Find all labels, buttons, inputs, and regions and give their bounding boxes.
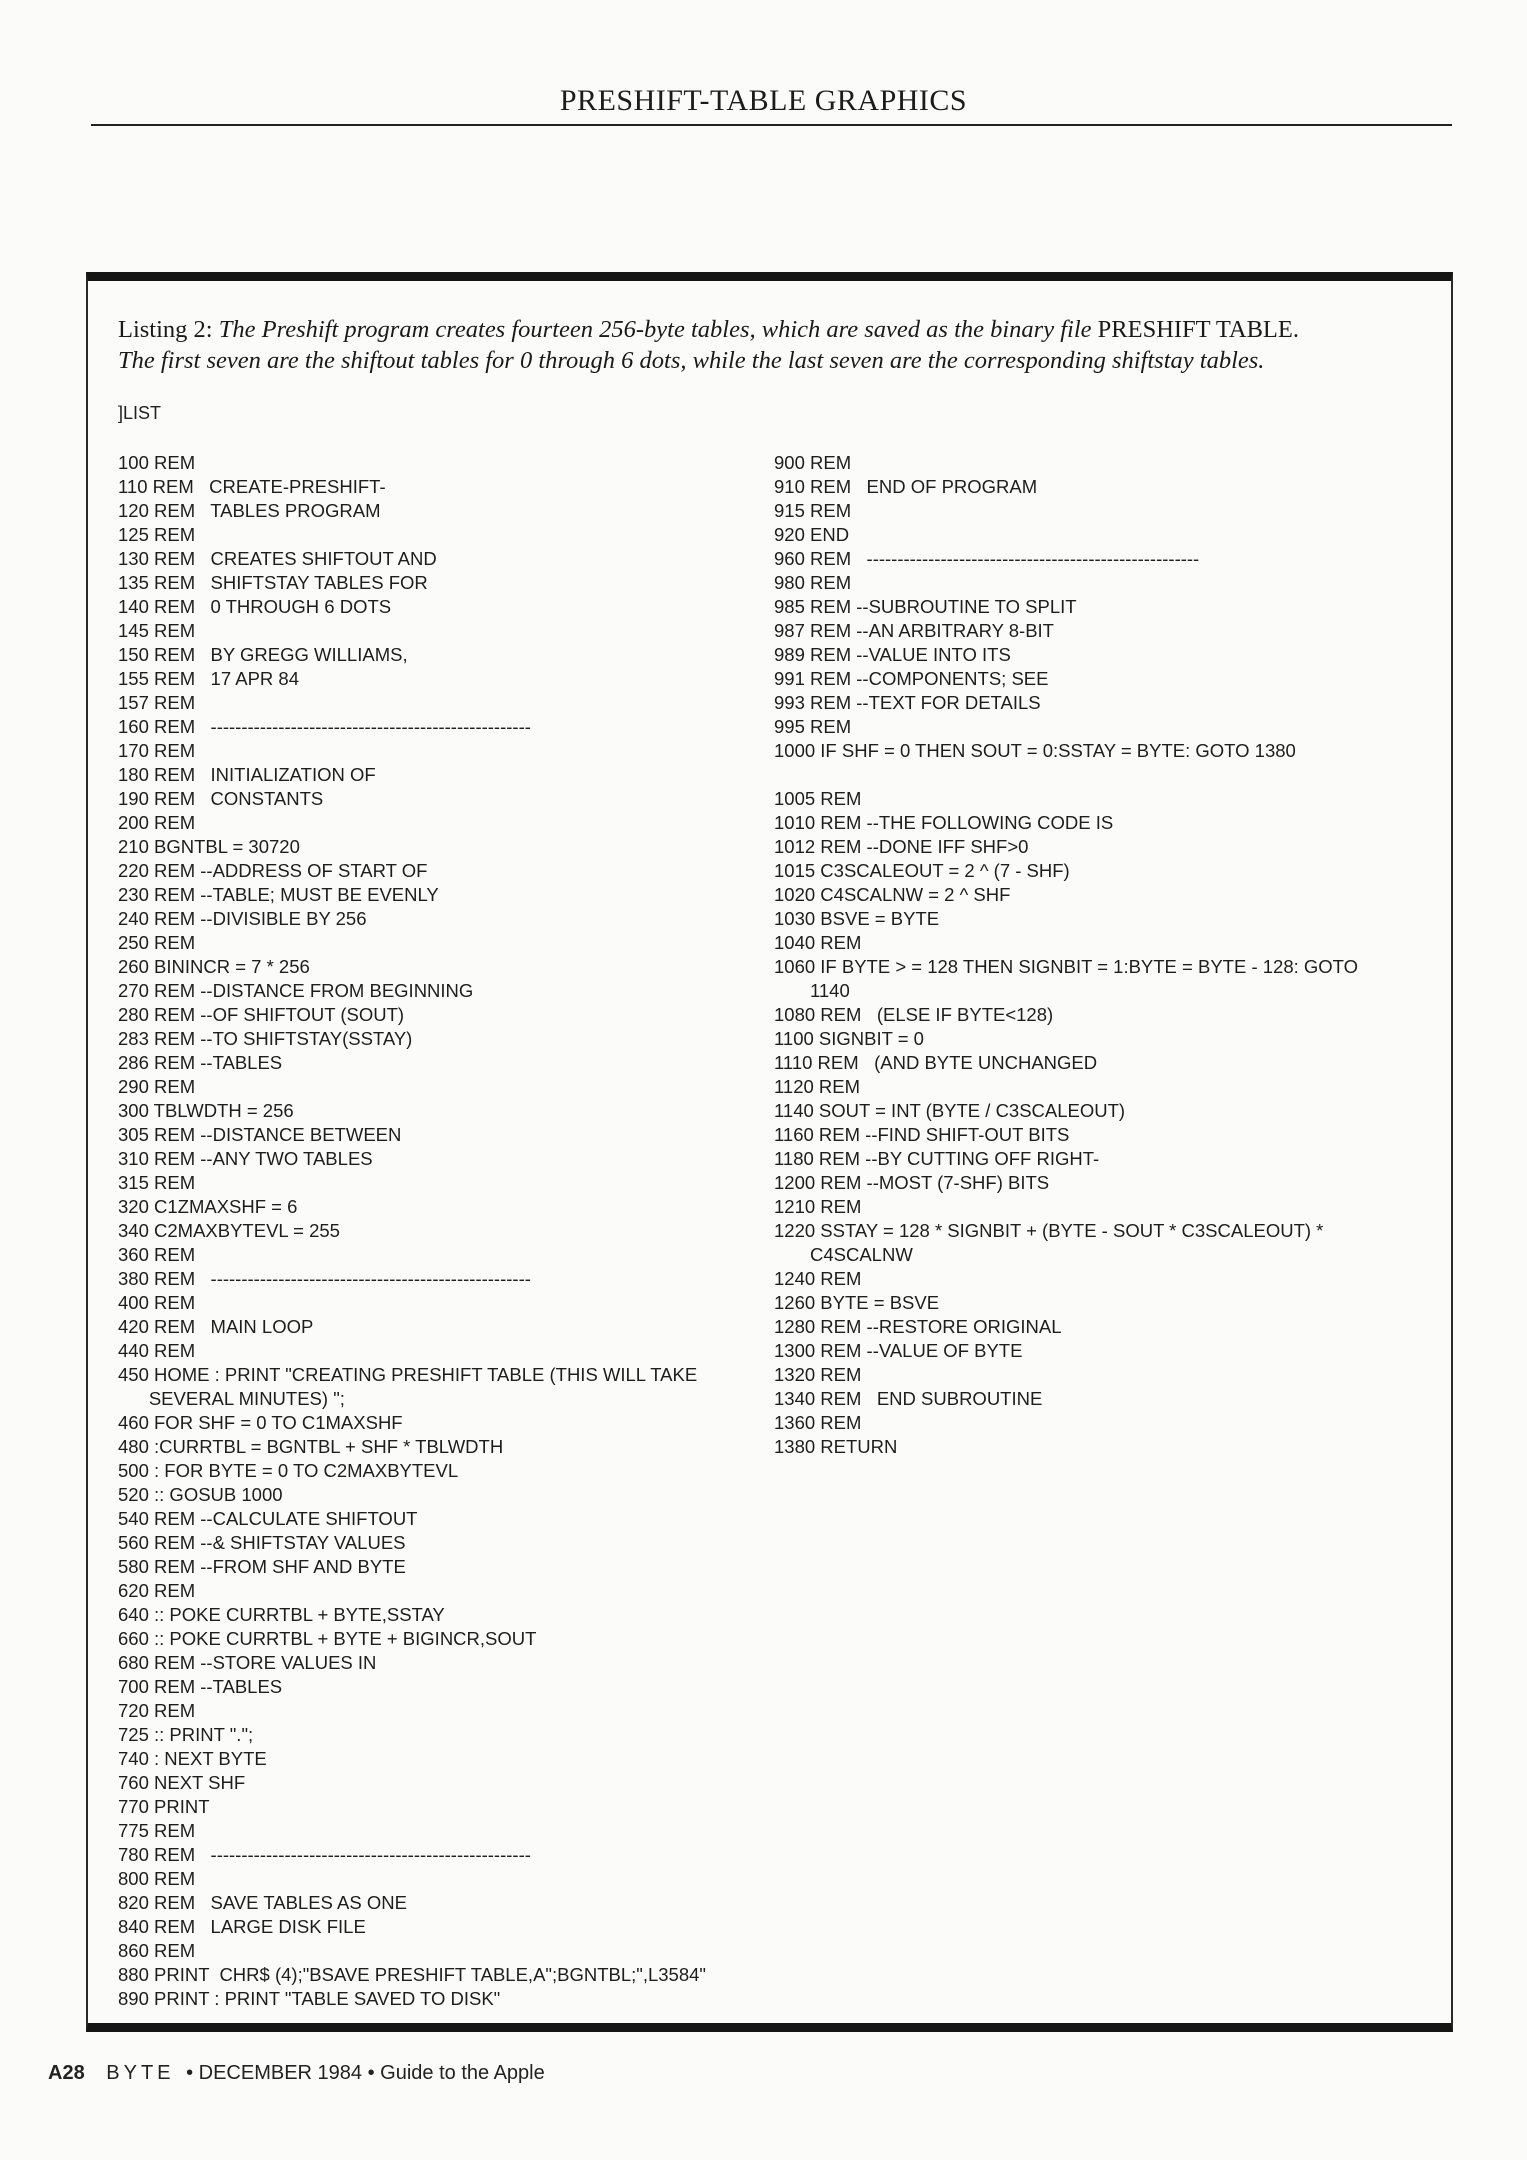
code-line: 1280 REM --RESTORE ORIGINAL [774,1316,1062,1337]
code-line: 520 :: GOSUB 1000 [118,1484,283,1505]
code-line: 620 REM [118,1580,196,1601]
code-line: 991 REM --COMPONENTS; SEE [774,668,1049,689]
code-line: 130 REM CREATES SHIFTOUT AND [118,548,437,569]
code-line: 145 REM [118,620,196,641]
code-line: 283 REM --TO SHIFTSTAY(SSTAY) [118,1028,413,1049]
code-line: 720 REM [118,1700,196,1721]
listing-box [86,272,1453,2032]
code-line: 820 REM SAVE TABLES AS ONE [118,1892,407,1913]
code-line: 380 REM ---------------------------------------------------- [118,1268,531,1289]
code-line: 240 REM --DIVISIBLE BY 256 [118,908,367,929]
code-line: 1140 SOUT = INT (BYTE / C3SCALEOUT) [774,1100,1126,1121]
code-line: 680 REM --STORE VALUES IN [118,1652,377,1673]
code-line: 1160 REM --FIND SHIFT-OUT BITS [774,1124,1070,1145]
page-number: A28 [48,2062,85,2084]
code-line: 1060 IF BYTE > = 128 THEN SIGNBIT = 1:BYTE = BYTE - 128: GOTO [774,956,1359,977]
code-line: 880 PRINT CHR$ (4);"BSAVE PRESHIFT TABLE,A";BGNTBL;",L3584" [118,1964,706,1985]
code-line: 1040 REM [774,932,862,953]
code-line: 1260 BYTE = BSVE [774,1292,940,1313]
code-line: 560 REM --& SHIFTSTAY VALUES [118,1532,406,1553]
code-line: 310 REM --ANY TWO TABLES [118,1148,373,1169]
code-line: 1030 BSVE = BYTE [774,908,940,929]
code-line: 450 HOME : PRINT "CREATING PRESHIFT TABLE (THIS WILL TAKE [118,1364,698,1385]
code-line: 1015 C3SCALEOUT = 2 ^ (7 - SHF) [774,860,1070,881]
caption-filename: PRESHIFT TABLE. [1097,316,1299,343]
code-column-right [774,451,1444,1459]
code-line: 180 REM INITIALIZATION OF [118,764,376,785]
code-line: 135 REM SHIFTSTAY TABLES FOR [118,572,428,593]
code-line: 915 REM [774,500,852,521]
code-line: 780 REM ---------------------------------------------------- [118,1844,531,1865]
code-line: 980 REM [774,572,852,593]
code-line: 270 REM --DISTANCE FROM BEGINNING [118,980,474,1001]
code-line: 640 :: POKE CURRTBL + BYTE,SSTAY [118,1604,445,1625]
list-command: ]LIST [118,403,162,423]
code-line: 460 FOR SHF = 0 TO C1MAXSHF [118,1412,403,1433]
code-line: 155 REM 17 APR 84 [118,668,299,689]
code-line: 1120 REM [774,1076,861,1097]
code-line [774,763,1444,787]
code-line: 1380 RETURN [774,1436,898,1457]
page-footer [48,2062,545,2085]
code-line: 500 : FOR BYTE = 0 TO C2MAXBYTEVL [118,1460,459,1481]
code-line: 1010 REM --THE FOLLOWING CODE IS [774,812,1114,833]
code-line: 740 : NEXT BYTE [118,1748,267,1769]
code-line: 985 REM --SUBROUTINE TO SPLIT [774,596,1077,617]
code-line: 1180 REM --BY CUTTING OFF RIGHT- [774,1148,1100,1169]
code-line: 250 REM [118,932,196,953]
code-line: 440 REM [118,1340,196,1361]
code-line: 315 REM [118,1172,196,1193]
code-line: 120 REM TABLES PROGRAM [118,500,381,521]
code-line: 1020 C4SCALNW = 2 ^ SHF [774,884,1011,905]
code-line: 987 REM --AN ARBITRARY 8-BIT [774,620,1054,641]
code-line: 230 REM --TABLE; MUST BE EVENLY [118,884,439,905]
listing-caption [118,314,1418,376]
caption-body-2: The first seven are the shiftout tables for 0 through 6 dots, while the last seven are the corresponding shiftstay tables. [118,347,1265,374]
code-line: 210 BGNTBL = 30720 [118,836,300,857]
code-line: 1005 REM [774,788,862,809]
code-line: 340 C2MAXBYTEVL = 255 [118,1220,340,1241]
code-line: 170 REM [118,740,196,761]
code-line: 993 REM --TEXT FOR DETAILS [774,692,1041,713]
code-line: 1110 REM (AND BYTE UNCHANGED [774,1052,1098,1073]
code-line: 1360 REM [774,1412,862,1433]
code-line: 760 NEXT SHF [118,1772,246,1793]
code-line: 190 REM CONSTANTS [118,788,324,809]
code-line: 260 BININCR = 7 * 256 [118,956,310,977]
code-line: 280 REM --OF SHIFTOUT (SOUT) [118,1004,405,1025]
code-line: 320 C1ZMAXSHF = 6 [118,1196,298,1217]
code-line: 900 REM [774,452,852,473]
code-line: 125 REM [118,524,196,545]
code-line: 840 REM LARGE DISK FILE [118,1916,366,1937]
code-line: 1200 REM --MOST (7-SHF) BITS [774,1172,1050,1193]
code-line: 1300 REM --VALUE OF BYTE [774,1340,1023,1361]
code-line: C4SCALNW [774,1244,913,1265]
code-line: 200 REM [118,812,196,833]
code-line: 995 REM [774,716,852,737]
code-line: 110 REM CREATE-PRESHIFT- [118,476,386,497]
code-line: 1012 REM --DONE IFF SHF>0 [774,836,1029,857]
code-line: 1340 REM END SUBROUTINE [774,1388,1043,1409]
code-line: 480 :CURRTBL = BGNTBL + SHF * TBLWDTH [118,1436,504,1457]
code-line: 725 :: PRINT "."; [118,1724,254,1745]
code-line: 800 REM [118,1868,196,1889]
code-line: 100 REM [118,452,196,473]
code-line: 300 TBLWDTH = 256 [118,1100,294,1121]
code-line: SEVERAL MINUTES) "; [118,1388,345,1409]
code-column-left [118,451,798,2011]
code-line: 1320 REM [774,1364,862,1385]
code-line: 160 REM ---------------------------------------------------- [118,716,531,737]
code-line: 660 :: POKE CURRTBL + BYTE + BIGINCR,SOUT [118,1628,537,1649]
code-line: 1240 REM [774,1268,862,1289]
code-line: 890 PRINT : PRINT "TABLE SAVED TO DISK" [118,1988,501,2009]
code-line: 1080 REM (ELSE IF BYTE<128) [774,1004,1054,1025]
code-line: 1220 SSTAY = 128 * SIGNBIT + (BYTE - SOUT * C3SCALEOUT) * [774,1220,1324,1241]
code-line: 989 REM --VALUE INTO ITS [774,644,1011,665]
code-line: 910 REM END OF PROGRAM [774,476,1038,497]
magazine-name: BYTE [106,2062,175,2084]
code-line: 960 REM ------------------------------------------------------ [774,548,1200,569]
code-line: 1140 [774,980,850,1001]
caption-body: The Preshift program creates fourteen 256-byte tables, which are saved as the binary file [218,316,1092,343]
code-line: 580 REM --FROM SHF AND BYTE [118,1556,406,1577]
code-line: 1000 IF SHF = 0 THEN SOUT = 0:SSTAY = BYTE: GOTO 1380 [774,740,1296,761]
code-line: 157 REM [118,692,196,713]
code-line: 150 REM BY GREGG WILLIAMS, [118,644,408,665]
code-line: 920 END [774,524,850,545]
code-line: 775 REM [118,1820,196,1841]
code-line: 700 REM --TABLES [118,1676,283,1697]
code-line: 770 PRINT [118,1796,210,1817]
code-line: 290 REM [118,1076,196,1097]
code-line: 400 REM [118,1292,196,1313]
code-line: 860 REM [118,1940,196,1961]
code-line: 1100 SIGNBIT = 0 [774,1028,924,1049]
code-line: 140 REM 0 THROUGH 6 DOTS [118,596,392,617]
code-line: 360 REM [118,1244,196,1265]
code-line: 286 REM --TABLES [118,1052,283,1073]
code-line: 420 REM MAIN LOOP [118,1316,314,1337]
issue-info: • DECEMBER 1984 • Guide to the Apple [186,2062,545,2084]
code-line: 1210 REM [774,1196,862,1217]
caption-lead: Listing 2: [118,316,213,343]
header-rule [91,124,1452,126]
code-line: 305 REM --DISTANCE BETWEEN [118,1124,402,1145]
code-line: 540 REM --CALCULATE SHIFTOUT [118,1508,418,1529]
code-line: 220 REM --ADDRESS OF START OF [118,860,428,881]
page-header-title: PRESHIFT-TABLE GRAPHICS [559,84,968,117]
